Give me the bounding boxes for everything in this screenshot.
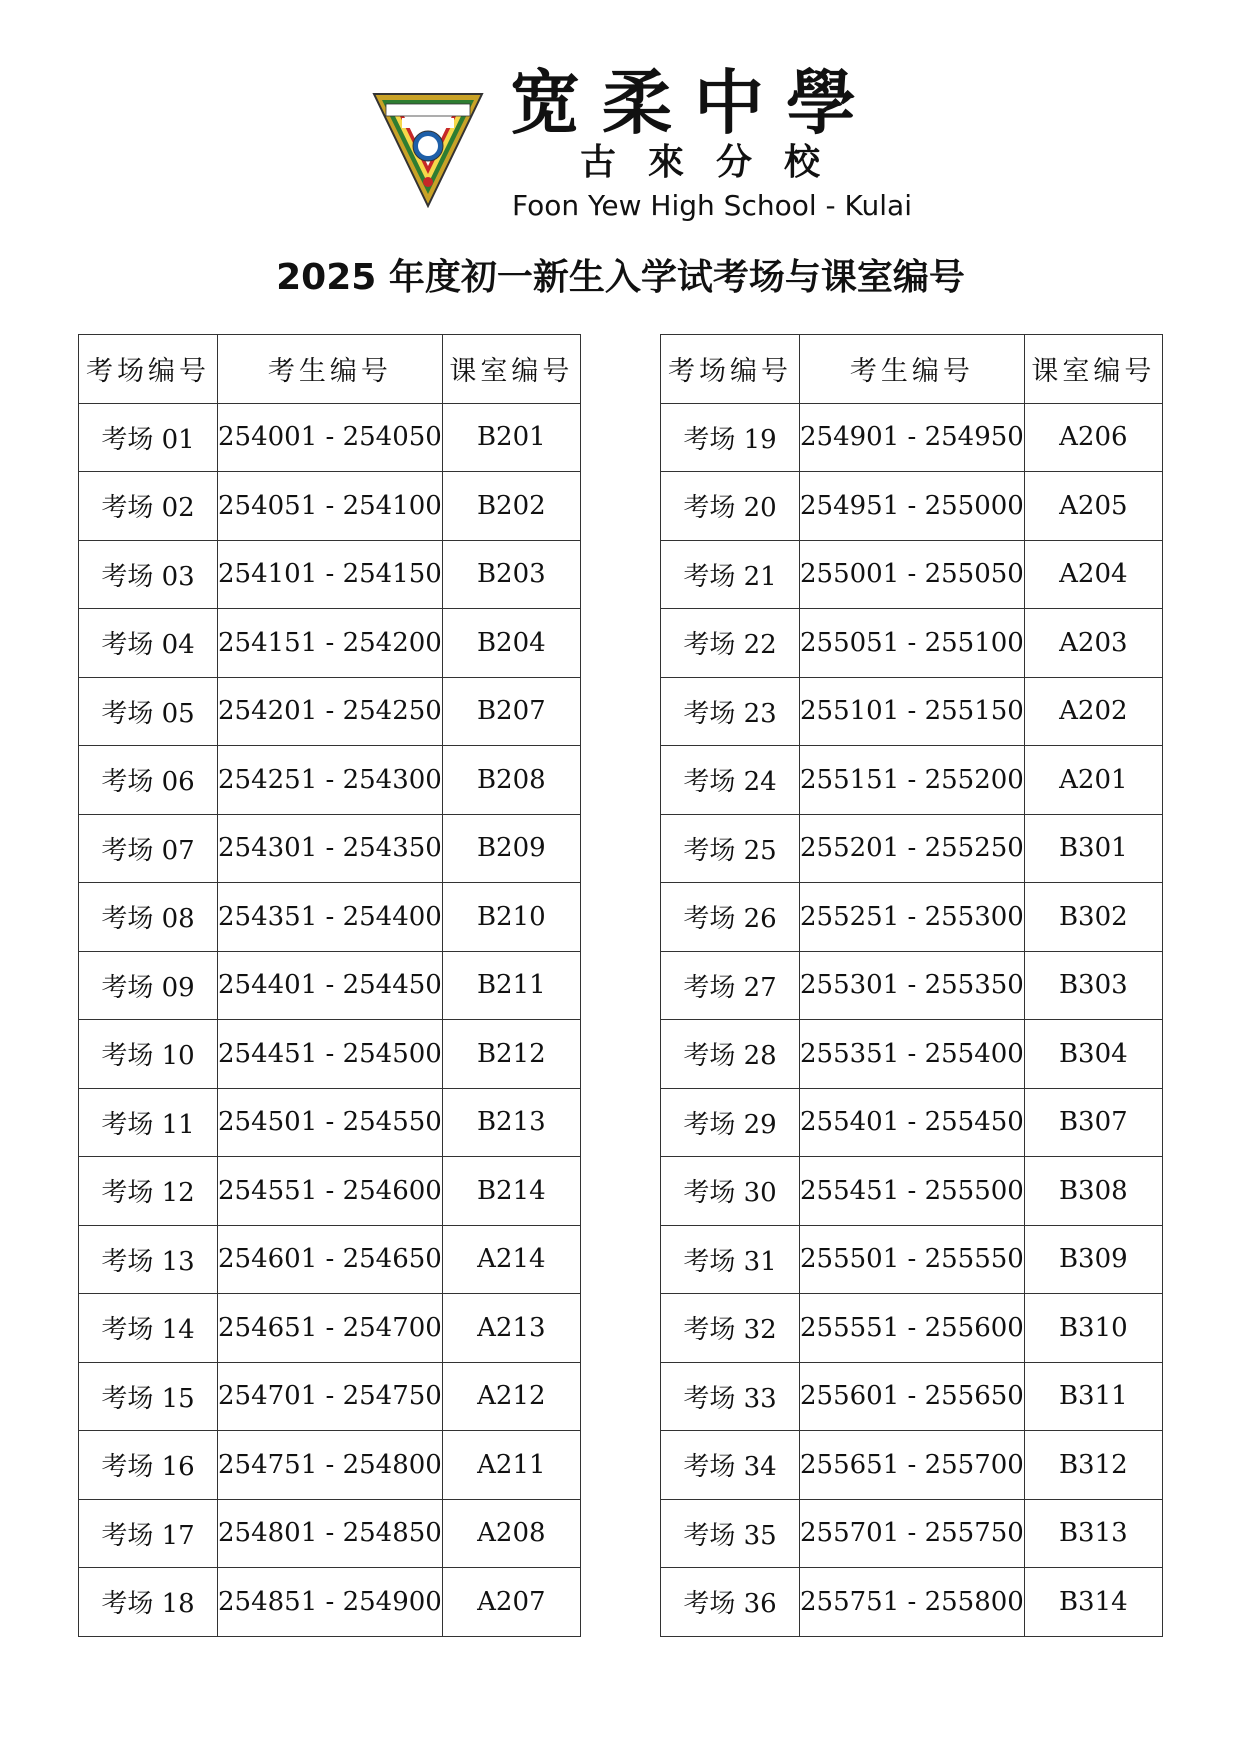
table-row bbox=[661, 1020, 1163, 1089]
cell-candidate-range: 255701 - 255750 bbox=[800, 1499, 1025, 1568]
table-row bbox=[79, 1294, 581, 1363]
cell-candidate-range: 255601 - 255650 bbox=[800, 1362, 1025, 1431]
cell-candidate-range: 254951 - 255000 bbox=[800, 472, 1025, 541]
table-row bbox=[661, 1431, 1163, 1500]
table-row bbox=[79, 403, 581, 472]
cell-classroom: B314 bbox=[1024, 1568, 1162, 1637]
cell-classroom: B312 bbox=[1024, 1431, 1162, 1500]
cell-classroom: B213 bbox=[442, 1088, 580, 1157]
cell-classroom: A204 bbox=[1024, 540, 1162, 609]
cell-classroom: B209 bbox=[442, 814, 580, 883]
cell-venue: 考场 34 bbox=[661, 1431, 800, 1500]
cell-classroom: A214 bbox=[442, 1225, 580, 1294]
cell-classroom: A211 bbox=[442, 1431, 580, 1500]
cell-classroom: B303 bbox=[1024, 951, 1162, 1020]
cell-classroom: A203 bbox=[1024, 609, 1162, 678]
table-row bbox=[79, 609, 581, 678]
cell-classroom: B202 bbox=[442, 472, 580, 541]
cell-candidate-range: 254501 - 254550 bbox=[218, 1088, 443, 1157]
cell-venue: 考场 06 bbox=[79, 746, 218, 815]
cell-venue: 考场 03 bbox=[79, 540, 218, 609]
table-row bbox=[79, 1157, 581, 1226]
cell-venue: 考场 05 bbox=[79, 677, 218, 746]
table-row bbox=[79, 540, 581, 609]
cell-candidate-range: 254301 - 254350 bbox=[218, 814, 443, 883]
table-row bbox=[79, 1020, 581, 1089]
cell-classroom: B308 bbox=[1024, 1157, 1162, 1226]
branch-name-zh: 古來分校 bbox=[580, 141, 853, 183]
cell-candidate-range: 255451 - 255500 bbox=[800, 1157, 1025, 1226]
cell-classroom: A212 bbox=[442, 1362, 580, 1431]
cell-classroom: B311 bbox=[1024, 1362, 1162, 1431]
exam-venue-table-right bbox=[660, 334, 1163, 1637]
table-row bbox=[661, 1088, 1163, 1157]
cell-classroom: B208 bbox=[442, 746, 580, 815]
cell-classroom: A201 bbox=[1024, 746, 1162, 815]
cell-candidate-range: 255651 - 255700 bbox=[800, 1431, 1025, 1500]
cell-venue: 考场 33 bbox=[661, 1362, 800, 1431]
table-header-row bbox=[79, 335, 581, 404]
cell-classroom: A213 bbox=[442, 1294, 580, 1363]
cell-candidate-range: 254351 - 254400 bbox=[218, 883, 443, 952]
cell-classroom: B301 bbox=[1024, 814, 1162, 883]
cell-venue: 考场 07 bbox=[79, 814, 218, 883]
cell-candidate-range: 254051 - 254100 bbox=[218, 472, 443, 541]
cell-candidate-range: 254801 - 254850 bbox=[218, 1499, 443, 1568]
cell-venue: 考场 35 bbox=[661, 1499, 800, 1568]
table-row bbox=[79, 1088, 581, 1157]
cell-venue: 考场 14 bbox=[79, 1294, 218, 1363]
cell-candidate-range: 254851 - 254900 bbox=[218, 1568, 443, 1637]
cell-candidate-range: 254651 - 254700 bbox=[218, 1294, 443, 1363]
cell-candidate-range: 254701 - 254750 bbox=[218, 1362, 443, 1431]
cell-venue: 考场 08 bbox=[79, 883, 218, 952]
cell-classroom: B310 bbox=[1024, 1294, 1162, 1363]
cell-venue: 考场 24 bbox=[661, 746, 800, 815]
cell-candidate-range: 255751 - 255800 bbox=[800, 1568, 1025, 1637]
cell-classroom: B214 bbox=[442, 1157, 580, 1226]
table-row bbox=[79, 1362, 581, 1431]
cell-candidate-range: 254101 - 254150 bbox=[218, 540, 443, 609]
table-row bbox=[661, 472, 1163, 541]
cell-classroom: A207 bbox=[442, 1568, 580, 1637]
table-row bbox=[661, 609, 1163, 678]
cell-classroom: B302 bbox=[1024, 883, 1162, 952]
cell-venue: 考场 23 bbox=[661, 677, 800, 746]
cell-classroom: B309 bbox=[1024, 1225, 1162, 1294]
table-header-row bbox=[661, 335, 1163, 404]
cell-candidate-range: 254751 - 254800 bbox=[218, 1431, 443, 1500]
cell-candidate-range: 254151 - 254200 bbox=[218, 609, 443, 678]
cell-candidate-range: 255251 - 255300 bbox=[800, 883, 1025, 952]
cell-candidate-range: 255501 - 255550 bbox=[800, 1225, 1025, 1294]
cell-venue: 考场 22 bbox=[661, 609, 800, 678]
cell-candidate-range: 254901 - 254950 bbox=[800, 403, 1025, 472]
table-row bbox=[661, 746, 1163, 815]
cell-venue: 考场 12 bbox=[79, 1157, 218, 1226]
cell-candidate-range: 255401 - 255450 bbox=[800, 1088, 1025, 1157]
cell-classroom: A208 bbox=[442, 1499, 580, 1568]
cell-venue: 考场 30 bbox=[661, 1157, 800, 1226]
cell-candidate-range: 255001 - 255050 bbox=[800, 540, 1025, 609]
table-row bbox=[661, 814, 1163, 883]
cell-classroom: B211 bbox=[442, 951, 580, 1020]
table-row bbox=[79, 883, 581, 952]
cell-classroom: B313 bbox=[1024, 1499, 1162, 1568]
cell-classroom: B212 bbox=[442, 1020, 580, 1089]
cell-venue: 考场 31 bbox=[661, 1225, 800, 1294]
table-row bbox=[661, 540, 1163, 609]
cell-candidate-range: 255351 - 255400 bbox=[800, 1020, 1025, 1089]
table-row bbox=[79, 746, 581, 815]
column-header-venue: 考场编号 bbox=[661, 335, 800, 404]
cell-venue: 考场 04 bbox=[79, 609, 218, 678]
cell-candidate-range: 255301 - 255350 bbox=[800, 951, 1025, 1020]
cell-venue: 考场 01 bbox=[79, 403, 218, 472]
cell-venue: 考场 36 bbox=[661, 1568, 800, 1637]
cell-venue: 考场 11 bbox=[79, 1088, 218, 1157]
cell-candidate-range: 254401 - 254450 bbox=[218, 951, 443, 1020]
table-row bbox=[79, 951, 581, 1020]
cell-venue: 考场 29 bbox=[661, 1088, 800, 1157]
column-header-candidate-range: 考生编号 bbox=[218, 335, 443, 404]
cell-venue: 考场 25 bbox=[661, 814, 800, 883]
cell-classroom: A205 bbox=[1024, 472, 1162, 541]
cell-venue: 考场 21 bbox=[661, 540, 800, 609]
cell-classroom: B201 bbox=[442, 403, 580, 472]
table-row bbox=[661, 951, 1163, 1020]
cell-venue: 考场 32 bbox=[661, 1294, 800, 1363]
cell-candidate-range: 254001 - 254050 bbox=[218, 403, 443, 472]
cell-classroom: B304 bbox=[1024, 1020, 1162, 1089]
cell-candidate-range: 254251 - 254300 bbox=[218, 746, 443, 815]
table-row bbox=[79, 1499, 581, 1568]
table-row bbox=[661, 1294, 1163, 1363]
cell-candidate-range: 255151 - 255200 bbox=[800, 746, 1025, 815]
cell-classroom: B207 bbox=[442, 677, 580, 746]
table-row bbox=[661, 403, 1163, 472]
table-row bbox=[661, 883, 1163, 952]
cell-candidate-range: 254201 - 254250 bbox=[218, 677, 443, 746]
cell-venue: 考场 17 bbox=[79, 1499, 218, 1568]
cell-venue: 考场 18 bbox=[79, 1568, 218, 1637]
cell-venue: 考场 20 bbox=[661, 472, 800, 541]
cell-venue: 考场 27 bbox=[661, 951, 800, 1020]
school-name-en: Foon Yew High School - Kulai bbox=[512, 189, 912, 222]
cell-candidate-range: 255101 - 255150 bbox=[800, 677, 1025, 746]
cell-venue: 考场 10 bbox=[79, 1020, 218, 1089]
table-row bbox=[79, 814, 581, 883]
cell-venue: 考场 26 bbox=[661, 883, 800, 952]
cell-classroom: A206 bbox=[1024, 403, 1162, 472]
table-row bbox=[661, 1362, 1163, 1431]
cell-venue: 考场 13 bbox=[79, 1225, 218, 1294]
cell-classroom: B204 bbox=[442, 609, 580, 678]
cell-venue: 考场 15 bbox=[79, 1362, 218, 1431]
cell-classroom: B203 bbox=[442, 540, 580, 609]
page-header bbox=[0, 0, 1241, 240]
table-row bbox=[79, 472, 581, 541]
table-row bbox=[79, 1431, 581, 1500]
column-header-classroom: 课室编号 bbox=[1024, 335, 1162, 404]
cell-candidate-range: 254601 - 254650 bbox=[218, 1225, 443, 1294]
school-crest-logo bbox=[372, 90, 484, 208]
column-header-venue: 考场编号 bbox=[79, 335, 218, 404]
cell-venue: 考场 16 bbox=[79, 1431, 218, 1500]
cell-candidate-range: 254551 - 254600 bbox=[218, 1157, 443, 1226]
document-title: 2025 年度初一新生入学试考场与课室编号 bbox=[276, 257, 965, 298]
table-row bbox=[79, 1225, 581, 1294]
cell-venue: 考场 02 bbox=[79, 472, 218, 541]
table-row bbox=[661, 677, 1163, 746]
cell-candidate-range: 255051 - 255100 bbox=[800, 609, 1025, 678]
exam-venue-table-left bbox=[78, 334, 581, 1637]
cell-candidate-range: 255551 - 255600 bbox=[800, 1294, 1025, 1363]
cell-candidate-range: 254451 - 254500 bbox=[218, 1020, 443, 1089]
cell-venue: 考场 09 bbox=[79, 951, 218, 1020]
cell-venue: 考场 19 bbox=[661, 403, 800, 472]
school-name-zh: 宽柔中學 bbox=[510, 61, 878, 144]
table-row bbox=[79, 1568, 581, 1637]
table-row bbox=[661, 1568, 1163, 1637]
table-row bbox=[79, 677, 581, 746]
column-header-candidate-range: 考生编号 bbox=[800, 335, 1025, 404]
table-row bbox=[661, 1225, 1163, 1294]
table-row bbox=[661, 1157, 1163, 1226]
table-row bbox=[661, 1499, 1163, 1568]
cell-classroom: B210 bbox=[442, 883, 580, 952]
column-header-classroom: 课室编号 bbox=[442, 335, 580, 404]
cell-classroom: B307 bbox=[1024, 1088, 1162, 1157]
cell-venue: 考场 28 bbox=[661, 1020, 800, 1089]
cell-candidate-range: 255201 - 255250 bbox=[800, 814, 1025, 883]
cell-classroom: A202 bbox=[1024, 677, 1162, 746]
